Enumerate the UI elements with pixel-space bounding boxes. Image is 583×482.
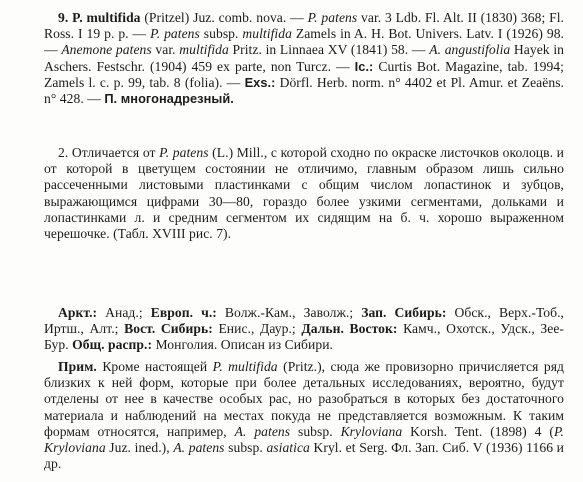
species-epithet: multifida <box>86 10 141 25</box>
general-distribution-label: Общ. распр.: <box>72 337 153 353</box>
note-species: asiatica <box>266 440 310 456</box>
distribution-paragraph <box>44 305 564 354</box>
note-text: subsp. <box>224 440 267 456</box>
note-species: A. patens <box>234 423 291 439</box>
synonymy-text: Curtis Bot. Magazine, tab. 1994; Zamels l. c. p. 99, tab. 8 (folia). — <box>44 58 564 90</box>
region-value: Волж.-Кам., Заволж.; <box>216 305 362 320</box>
synonym-name: P. patens <box>307 10 358 25</box>
synonymy-text: var. 3 Ldb. Fl. Alt. II (1830) 368; Fl. Ross. I 19 p. p. — <box>44 10 564 42</box>
note-species: P. multifida <box>212 359 278 374</box>
handwritten-mark: 2. <box>58 145 69 160</box>
note-species: P. Kryloviana <box>44 423 564 456</box>
note-species: A. patens <box>173 440 225 456</box>
synonym-name: A. angustifolia <box>429 42 511 58</box>
synonymy-text: Pritz. in Linnaea XV (1841) 58. — <box>228 42 430 58</box>
synonymy-text: Dörfl. Herb. norm. n° 4402 et Pl. Amur. et Zeaëns. n° 428. — <box>44 74 564 107</box>
note-text: Kryl. et Serg. Фл. Зап. Сиб. V (1936) 1166 и др. <box>44 440 564 472</box>
note-paragraph <box>44 359 564 472</box>
synonymy-text: Zamels in A. H. Bot. Univers. Latv. I (1926) 98. — <box>44 26 564 58</box>
note-text: Кроме настоящей <box>96 359 213 374</box>
exsiccatae-label: Exs.: <box>244 74 276 90</box>
diagnosis-text: (L.) Mill., с которой сходно по окраске листочков околоцв. и от которой в цветущем состоянии не отличимо, главным образом лишь сильно рассеченными листовыми пластинками с общим числом лопастинок и зубцов, выражающимся цифрами 30—80, гораздо более узкими сегментами, дольками и лопастинками л. и средним сегментом их сидящим на б. ч. хорошо выраженном черешочке. (Табл. XVIII рис. 7). <box>44 145 564 242</box>
species-synonymy-paragraph <box>44 10 564 107</box>
icones-label: Ic.: <box>354 58 374 74</box>
synonym-name: P. patens <box>150 26 200 42</box>
russian-species-name: П. многонадрезный. <box>104 91 234 107</box>
synonym-name: multifida <box>242 26 292 42</box>
diagnosis-paragraph <box>44 145 564 242</box>
region-value: Обск., Верх.-Тоб., Иртш., Алт.; <box>44 305 565 337</box>
synonym-name: multifida <box>179 42 229 58</box>
region-label-west-siberia: Зап. Сибирь: <box>361 305 447 320</box>
region-value: Енис., Даур.; <box>212 321 302 337</box>
note-text: (Pritz.), сюда же провизорно причисляется ряд близких к ней форм, которые при более детальных исследованиях, вероятно, будут отделены от нее в качестве особых рас, но разобраться в которых без достаточного материала и наблюдений на местах покуда не представляется возможным. К таким формам относятся, например, <box>44 359 564 439</box>
region-label-arctic: Аркт.: <box>58 305 98 320</box>
note-text: Korsh. Tent. (1898) 4 ( <box>402 423 554 439</box>
note-species: Kryloviana <box>340 423 403 439</box>
region-label-east-siberia: Вост. Сибирь: <box>124 321 213 337</box>
synonymy-text: var. <box>151 42 180 58</box>
diagnosis-text: Отличается от <box>68 145 160 160</box>
region-label-far-east: Дальн. Восток: <box>301 321 398 337</box>
region-label-europe: Европ. ч.: <box>150 305 217 320</box>
note-text: Juz. ined.), <box>105 440 174 456</box>
region-value: Монголия. Описан из Сибири. <box>152 337 333 353</box>
region-value: Камч., Охотск., Удск., Зее-Бур. <box>44 321 564 353</box>
note-text: subsp. <box>290 423 341 439</box>
synonymy-text: Hayek in Aschers. Festschr. (1904) 459 ex parte, non Turcz. — <box>44 42 564 74</box>
diagnosis-species: P. patens <box>159 145 209 160</box>
synonym-name: Anemone patens <box>61 42 152 58</box>
synonymy-text: (Pritzel) Juz. comb. nova. — <box>140 10 308 25</box>
note-label: Прим. <box>58 359 97 374</box>
species-genus: P. <box>72 10 83 25</box>
synonymy-text: subsp. <box>199 26 243 42</box>
species-number: 9. <box>58 10 69 25</box>
region-value: Анад.; <box>97 305 151 320</box>
